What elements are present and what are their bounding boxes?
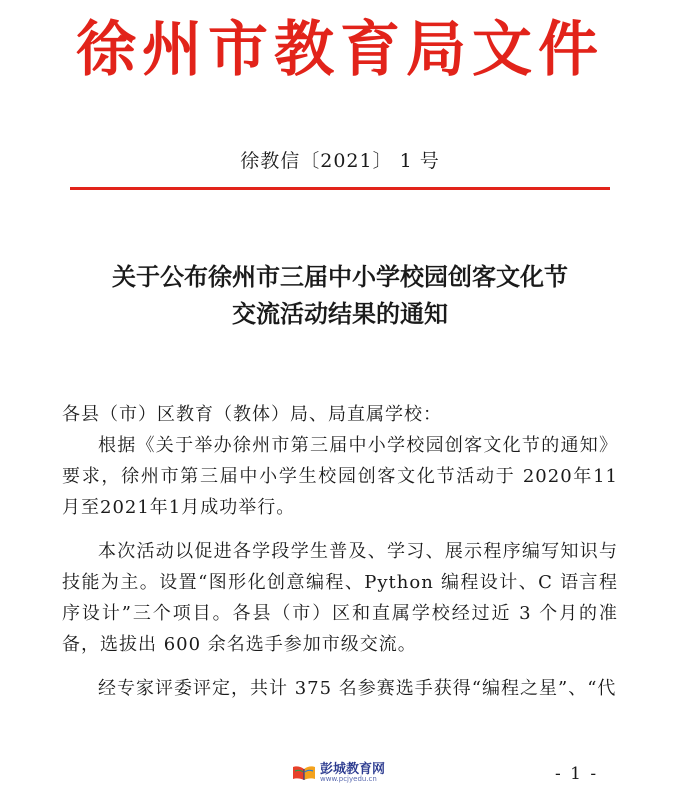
body-paragraph: 本次活动以促进各学段学生普及、学习、展示程序编写知识与技能为主。设置“图形化创意编程、Python 编程设计、C 语言程序设计”三个项目。各县（市）区和直属学校经过近 3 个月的准备，选拔出 600 余名选手参加市级交流。	[62, 541, 618, 655]
watermark-name: 彭城教育网	[320, 762, 386, 777]
watermark-url: www.pcjyedu.cn	[320, 775, 377, 783]
header-divider	[70, 187, 610, 190]
notice-title	[40, 258, 640, 332]
open-book-icon	[292, 765, 316, 781]
site-watermark	[292, 763, 385, 783]
document-number: 徐教信〔2021〕 1 号	[240, 150, 440, 172]
notice-title-line-2: 交流活动结果的通知	[232, 299, 448, 328]
page-number: - 1 -	[555, 764, 599, 784]
notice-title-line-1: 关于公布徐州市三届中小学校园创客文化节	[112, 262, 568, 291]
body-paragraph: 经专家评委评定，共计 375 名参赛选手获得“编程之星”、“代	[98, 678, 617, 699]
salutation: 各县（市）区教育（教体）局、局直属学校：	[62, 404, 442, 425]
document-header-title: 徐州市教育局文件	[76, 15, 604, 85]
document-body	[62, 399, 618, 717]
body-paragraph: 根据《关于举办徐州市第三届中小学校园创客文化节的通知》要求，徐州市第三届中小学生校园创客文化节活动于 2020年11月至2021年1月成功举行。	[62, 435, 618, 518]
